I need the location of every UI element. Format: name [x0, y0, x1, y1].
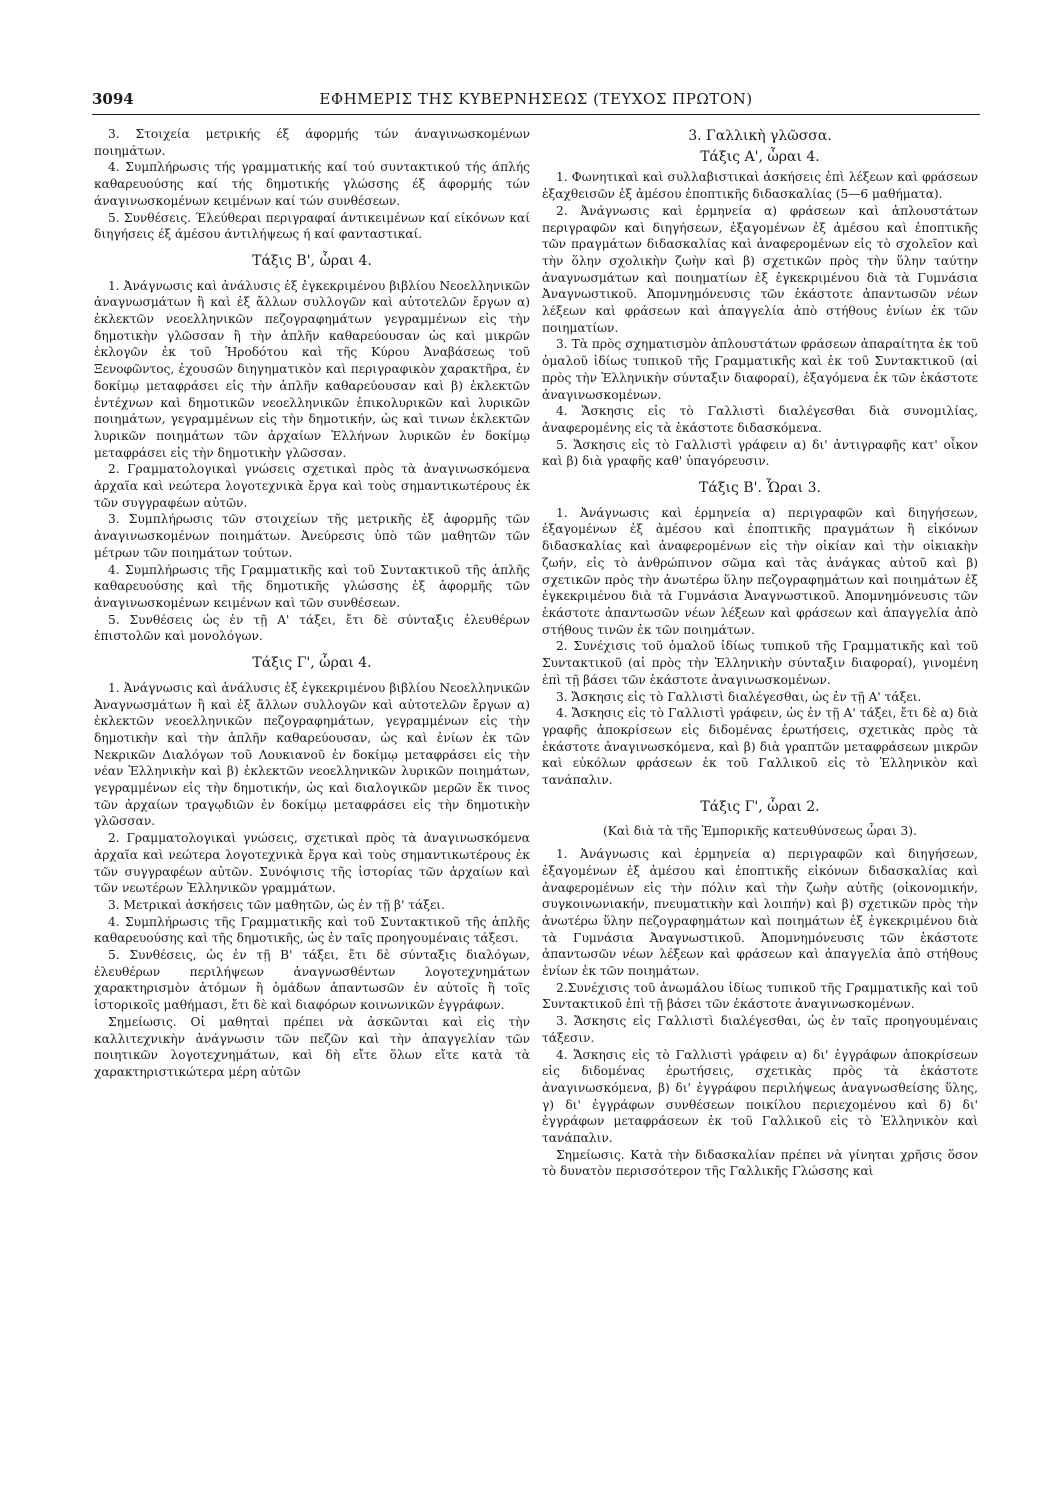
paragraph: 4. Ἄσκησις εἰς τὸ Γαλλιστὶ διαλέγεσθαι διὰ συνομιλίας, ἀναφερομένης εἰς τὰ ἑκάστοτε διδασκόμενα.	[542, 404, 978, 435]
note-paragraph: Σημείωσις. Οἱ μαθηταὶ πρέπει νὰ ἀσκῶνται καὶ εἰς τὴν καλλιτεχνικὴν ἀνάγνωσιν τῶν πεζῶν καὶ τὴν ἀπαγγελίαν τῶν ποιητικῶν λογοτεχνημάτων, καὶ δὴ εἴτε ὅλων εἴτε κατὰ τὰ χαρακτηριστικώτερα μέρη αὐτῶν	[94, 1014, 530, 1079]
left-column	[94, 126, 530, 1081]
section-heading: Τάξις Γ', ὧραι 4.	[252, 655, 372, 672]
paragraph: 4. Ἄσκησις εἰς τὸ Γαλλιστὶ γράφειν, ὡς ἐν τῇ Α' τάξει, ἔτι δὲ α) διὰ γραφῆς ἀποκρίσεων εἰς διδομένας ἐρωτήσεις, σχετικὰς πρὸς τὰ ἑκάστοτε ἀναγινωσκόμενα, καὶ β) διὰ γραπτῶν μεταφράσεων μικρῶν καὶ εὐκόλων φράσεων ἐκ τοῦ Γαλλικοῦ εἰς τὸ Ἑλληνικὸν καὶ τανάπαλιν.	[542, 706, 978, 788]
paragraph: 2.Συνέχισις τοῦ ἀνωμάλου ἰδίως τυπικοῦ τῆς Γραμματικῆς καὶ τοῦ Συντακτικοῦ ἐπὶ τῇ βάσει τῶν ἑκάστοτε ἀναγινωσκομένων.	[542, 980, 978, 1012]
paragraph: 1. Ἀνάγνωσις καὶ ἑρμηνεία α) περιγραφῶν καὶ διηγήσεων, ἐξαγομένων ἐξ ἀμέσου καὶ ἐποπτικῆς εἰκόνων διδασκαλίας καὶ ἀναφερομένων εἰς τὴν πόλιν καὶ τὴν ζωὴν αὐτῆς (οἰκονομικήν, συγκοινωνιακήν, πνευματικὴν καὶ λοιπήν) καὶ β) σχετικῶν πρὸς τὴν ἀνωτέρω ὕλην πεζογραφημάτων καὶ ποιημάτων ἐξ ἐγκεκριμένου διὰ τὰ Γυμνάσια Ἀναγνωστικοῦ. Ἀπομνημόνευσις τῶν ἑκάστοτε ἀπαντωσῶν νέων λέξεων καὶ φράσεων καὶ ἀπαγγελία ἀπὸ στήθους ἐνίων ἐκ τῶν ποιημάτων.	[542, 847, 978, 979]
paragraph: 4. Συμπλήρωσις τῆς Γραμματικῆς καὶ τοῦ Συντακτικοῦ τῆς ἁπλῆς καθαρευούσης καὶ τῆς δημοτικῆς γλώσσης ἐξ ἀφορμῆς τῶν ἀναγινωσκομένων κειμένων καὶ τῶν συνθέσεων.	[94, 562, 530, 610]
paragraph: 5. Συνθέσεις, ὡς ἐν τῇ Β' τάξει, ἔτι δὲ σύνταξις διαλόγων, ἐλευθέρων περιλήψεων ἀναγνωσθέντων λογοτεχνημάτων χαρακτηρισμὸν ἀτόμων ἢ ὁμάδων ἀπαντωσῶν ἐν αὐτοῖς ἢ τοῖς ἱστορικοῖς μαθήμασι, ἔτι δὲ καὶ διαφόρων κοινωνικῶν ἐγγράφων.	[94, 948, 530, 1013]
paragraph: 3. Ἄσκησις εἰς Γαλλιστὶ διαλέγεσθαι, ὡς ἐν ταῖς προηγουμέναις τάξεσιν.	[542, 1014, 978, 1045]
paragraph: 3. Τὰ πρὸς σχηματισμὸν ἁπλουστάτων φράσεων ἀπαραίτητα ἐκ τοῦ ὁμαλοῦ ἰδίως τυπικοῦ τῆς Γραμματικῆς καὶ ἐκ τοῦ Συντακτικοῦ (αἱ πρὸς τὴν Ἑλληνικὴν σύνταξιν διαφοραί), ἐξαγόμενα ἐκ τῶν ἑκάστοτε ἀναγινωσκομένων.	[542, 337, 978, 402]
paragraph: 4. Συμπλήρωσις τής γραμματικής καί τού συντακτικού τής άπλής καθαρευούσης καί τής δημοτικής γλώσσης έξ άφορμής τών άναγινωσκομένων κειμένων καί τών συνθέσεων.	[94, 160, 530, 208]
paragraph: 3. Μετρικαὶ ἀσκήσεις τῶν μαθητῶν, ὡς ἐν τῇ β' τάξει.	[108, 897, 445, 912]
subject-heading: 3. Γαλλικὴ γλῶσσα.	[688, 128, 832, 144]
paragraph: 1. Ἀνάγνωσις καὶ ἀνάλυσις ἐξ ἐγκεκριμένου βιβλίου Νεοελληνικῶν Ἀναγνωσμάτων ἢ καὶ ἐξ ἄλλων συλλογῶν καὶ αὐτοτελῶν ἔργων α) ἐκλεκτῶν νεοελληνικῶν πεζογραφημάτων, γεγραμμένων εἰς τὴν δημοτικὴν καὶ τὴν ἁπλῆν καθαρεύουσαν, ὡς καὶ ἐνίων ἐκ τῶν Νεκρικῶν Διαλόγων τοῦ Λουκιανοῦ ἐν δοκίμῳ μεταφράσει εἰς τὴν νέαν Ἑλληνικὴν καὶ β) ἐκλεκτῶν νεοελληνικῶν λυρικῶν ποιημάτων, γεγραμμένων εἰς τὴν δημοτικήν, ὡς καὶ διαλογικῶν μερῶν ἔκ τινος τῶν ἀρχαίων τραγῳδιῶν ἐν δοκίμῳ μεταφράσει εἰς τὴν δημοτικὴν γλῶσσαν.	[94, 680, 530, 829]
paragraph: 5. Συνθέσεις ὡς ἐν τῇ Α' τάξει, ἔτι δὲ σύνταξις ἐλευθέρων ἐπιστολῶν καὶ μονολόγων.	[94, 612, 530, 644]
section-heading: Τάξις Γ', ὧραι 2.	[700, 798, 820, 815]
paragraph: 3. Ἄσκησις εἰς τὸ Γαλλιστὶ διαλέγεσθαι, ὡς ἐν τῇ Α' τάξει.	[556, 689, 922, 704]
paragraph: 2. Γραμματολογικαὶ γνώσεις σχετικαὶ πρὸς τὰ ἀναγινωσκόμενα ἀρχαῖα καὶ νεώτερα λογοτεχνικὰ ἔργα καὶ τοὺς σημαντικωτέρους ἐκ τῶν συγγραφέων αὐτῶν.	[94, 462, 530, 510]
paragraph: 3. Στοιχεία μετρικής έξ άφορμής τών άναγινωσκομένων ποιημάτων.	[94, 127, 530, 158]
paragraph: 1. Ἀνάγνωσις καὶ ἀνάλυσις ἐξ ἐγκεκριμένου βιβλίου Νεοελληνικῶν ἀναγνωσμάτων ἢ καὶ ἐξ ἄλλων συλλογῶν καὶ αὐτοτελῶν ἔργων α) ἐκλεκτῶν νεοελληνικῶν πεζογραφημάτων γεγραμμένων εἰς τὴν δημοτικὴν γλῶσσαν ἢ τὴν ἁπλῆν καθαρεύουσαν ὡς καὶ μικρῶν ἐκλογῶν ἐκ τοῦ Ἡροδότου καὶ τῆς Κύρου Ἀναβάσεως τοῦ Ξενοφῶντος, ἐχουσῶν διηγηματικὸν καὶ περιγραφικὸν χαρακτῆρα, ἐν δοκίμῳ μεταφράσει εἰς τὴν ἁπλῆν καθαρεύουσαν καὶ β) ἐκλεκτῶν ἐντέχνων καὶ δημοτικῶν νεοελληνικῶν ἐπικολυρικῶν καὶ λυρικῶν ποιημάτων, γεγραμμένων εἰς τὴν δημοτικήν, ὡς καὶ τινων ἐκλεκτῶν λυρικῶν ποιημάτων τῶν ἀρχαίων Ἑλλήνων λυρικῶν ἐν δοκίμῳ μεταφράσει εἰς τὴν δημοτικὴν γλῶσσαν.	[94, 278, 530, 460]
paragraph: 4. Συμπλήρωσις τῆς Γραμματικῆς καὶ τοῦ Συντακτικοῦ τῆς ἁπλῆς καθαρευούσης καὶ τῆς δημοτικῆς, ὡς ἐν ταῖς προηγουμέναις τάξεσι.	[94, 914, 530, 946]
paragraph: 2. Ἀνάγνωσις καὶ ἑρμηνεία α) φράσεων καὶ ἁπλουστάτων περιγραφῶν καὶ διηγήσεων, ἐξαγομένων ἐξ ἀμέσου καὶ ἐποπτικῆς τῶν πραγμάτων διδασκαλίας καὶ ἀναφερομένων εἰς τὸ σχολεῖον καὶ τὴν ὅλην σχολικὴν ζωὴν καὶ β) σχετικῶν πρὸς τὴν ὕλην ταύτην ἀναγνωσμάτων καὶ ποιηματίων ἐξ ἐγκεκριμένου διὰ τὰ Γυμνάσια Ἀναγνωστικοῦ. Ἀπομνημόνευσις τῶν ἑκάστοτε ἀπαντωσῶν νέων λέξεων καὶ φράσεων καὶ ἀπαγγελία ἀπὸ στήθους ἐνίων ἐκ τῶν ποιηματίων.	[542, 203, 978, 335]
paragraph: 5. Συνθέσεις. Έλεύθεραι περιγραφαί άντικειμένων καί είκόνων καί διηγήσεις έξ άμέσου άντιλήψεως ή καί φανταστικαί.	[94, 210, 530, 242]
section-heading: Τάξις Β'. Ὧραι 3.	[699, 480, 821, 497]
gazette-title: ΕΦΗΜΕΡΙΣ ΤΗΣ ΚΥΒΕΡΝΗΣΕΩΣ (ΤΕΥΧΟΣ ΠΡΩΤΟΝ)	[319, 90, 753, 108]
paragraph: 2. Γραμματολογικαὶ γνώσεις, σχετικαὶ πρὸς τὰ ἀναγινωσκόμενα ἀρχαῖα καὶ νεώτερα λογοτεχνικὰ ἔργα καὶ τοὺς σημαντικωτέρους ἐκ τῶν συγγραφέων αὐτῶν. Συνόψισις τῆς ἱστορίας τῶν ἀρχαίων καὶ τῶν νεωτέρων Ἑλληνικῶν γραμμάτων.	[94, 831, 530, 896]
note-paragraph: Σημείωσις. Κατὰ τὴν διδασκαλίαν πρέπει νὰ γίνηται χρῆσις ὅσον τὸ δυνατὸν περισσότερον τῆς Γαλλικῆς Γλώσσης καὶ	[542, 1147, 978, 1179]
paragraph: 4. Ἄσκησις εἰς τὸ Γαλλιστὶ γράφειν α) δι' ἐγγράφων ἀποκρίσεων εἰς διδομένας ἐρωτήσεις, σχετικὰς πρὸς τὰ ἑκάστοτε ἀναγινωσκόμενα, β) δι' ἐγγράφου περιλήψεως ἀναγνωσθείσης ὕλης, γ) δι' ἐγγράφων συνθέσεων ποικίλου περιεχομένου καὶ δ) δι' ἐγγράφων μεταφράσεων ἐκ τοῦ Γαλλικοῦ εἰς τὸ Ἑλληνικὸν καὶ τανάπαλιν.	[542, 1047, 978, 1146]
paragraph: 2. Συνέχισις τοῦ ὁμαλοῦ ἰδίως τυπικοῦ τῆς Γραμματικῆς καὶ τοῦ Συντακτικοῦ (αἱ πρὸς τὴν Ἑλληνικὴν σύνταξιν διαφοραί), γινομένη ἐπὶ τῇ βάσει τῶν ἑκάστοτε ἀναγινωσκομένων.	[542, 639, 978, 687]
section-subheading: (Καὶ διὰ τὰ τῆς Ἐμπορικῆς κατευθύνσεως ὧραι 3).	[603, 824, 917, 839]
page-header	[92, 90, 980, 115]
paragraph: 3. Συμπλήρωσις τῶν στοιχείων τῆς μετρικῆς ἐξ ἀφορμῆς τῶν ἀναγινωσκομένων ποιημάτων. Ἀνεύρεσις ὑπὸ τῶν μαθητῶν τῶν μέτρων τῶν ποιημάτων τούτων.	[94, 512, 530, 560]
section-heading: Τάξις Α', ὧραι 4.	[700, 148, 820, 165]
right-column	[542, 126, 978, 1180]
paragraph: 1. Ἀνάγνωσις καὶ ἑρμηνεία α) περιγραφῶν καὶ διηγήσεων, ἐξαγομένων ἐξ ἀμέσου καὶ ἐποπτικῆς πραγμάτων ἢ εἰκόνων διδασκαλίας καὶ ἀναφερομένων εἰς τὴν οἰκίαν καὶ τὴν οἰκιακὴν ζωήν, εἰς τὸ ἀνθρώπινον σῶμα καὶ τὰς ἀνάγκας αὐτοῦ καὶ β) σχετικῶν πρὸς τὴν ἀνωτέρω ὕλην πεζογραφημάτων καὶ ποιημάτων ἐξ ἐγκεκριμένου διὰ τὰ Γυμνάσια Ἀναγνωστικοῦ. Ἀπομνημόνευσις τῶν ἑκάστοτε ἀπαντωσῶν νέων λέξεων καὶ φράσεων καὶ ἀπαγγελία ἀπὸ στήθους τινῶν ἐκ τῶν ποιημάτων.	[542, 505, 978, 637]
page-number: 3094	[92, 90, 134, 108]
paragraph: 1. Φωνητικαὶ καὶ συλλαβιστικαὶ ἀσκήσεις ἐπὶ λέξεων καὶ φράσεων ἐξαχθεισῶν ἐξ ἀμέσου ἐποπτικῆς διδασκαλίας (5—6 μαθήματα).	[542, 170, 978, 202]
section-heading: Τάξις Β', ὧραι 4.	[252, 252, 372, 269]
paragraph: 5. Ἄσκησις εἰς τὸ Γαλλιστὶ γράφειν α) δι' ἀντιγραφῆς κατ' οἶκον καὶ β) διὰ γραφῆς καθ' ὑπαγόρευσιν.	[542, 437, 978, 469]
